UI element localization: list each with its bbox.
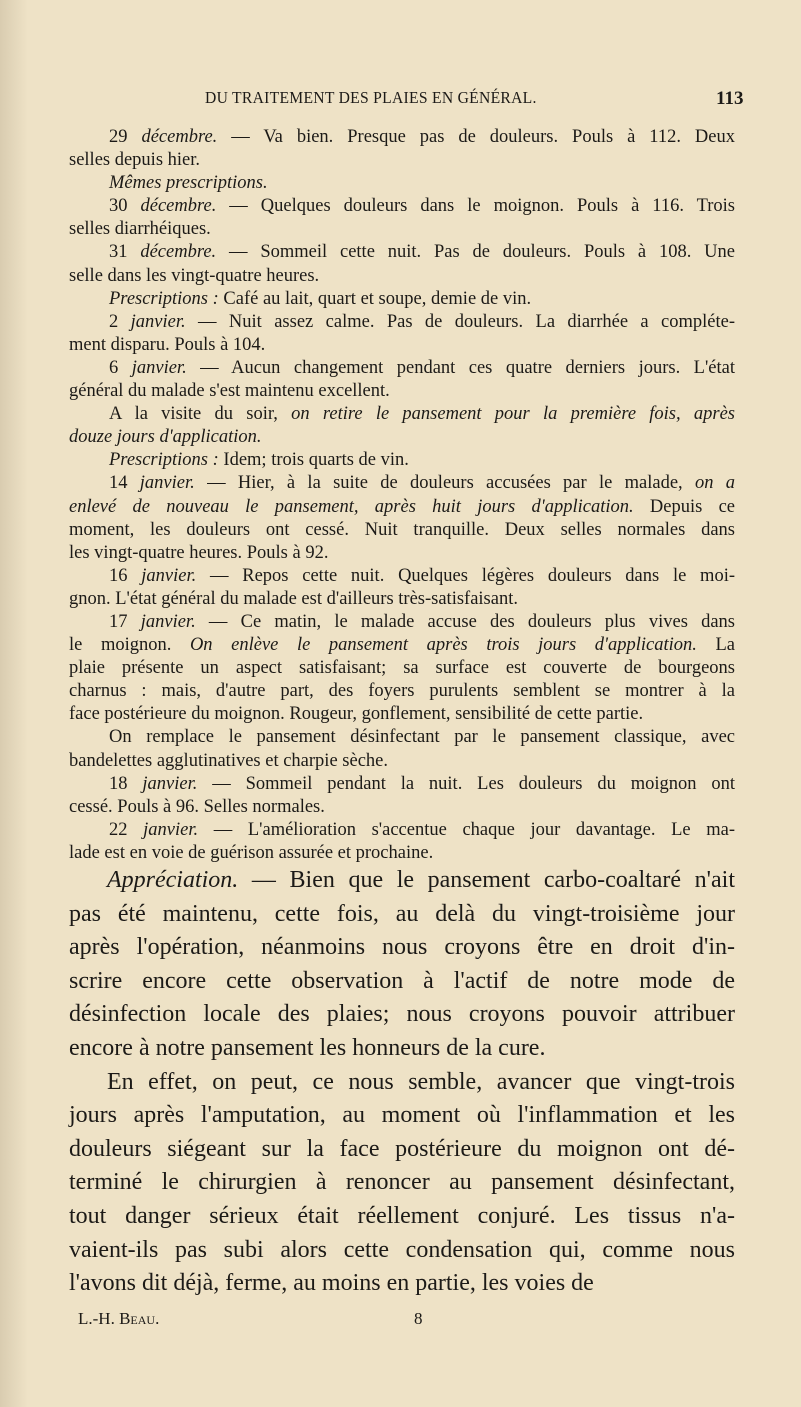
paragraph <box>69 357 735 403</box>
italic-text: Prescriptions : <box>109 288 219 309</box>
italic-text: décembre. <box>141 127 218 147</box>
italic-text: janvier. <box>139 473 195 494</box>
paragraph <box>69 565 735 611</box>
italic-text: janvier. <box>130 311 186 332</box>
text-line: 17 janvier. — Ce matin, le malade accuse des douleurs plus vives dans <box>109 611 736 632</box>
paragraph <box>69 773 735 819</box>
text-line: 29 décembre. — Va bien. Presque pas de douleurs. Pouls à 112. Deux <box>109 127 736 147</box>
italic-text: janvier. <box>140 611 196 632</box>
text-line <box>69 172 735 195</box>
paragraph <box>69 1066 735 1301</box>
text-line: enlevé de nouveau le pansement, après huit jours d'application. Depuis ce <box>69 496 735 517</box>
paragraph <box>69 864 735 1066</box>
running-head <box>0 88 801 112</box>
paragraph <box>69 449 735 472</box>
text-line: moment, les douleurs ont cessé. Nuit tranquille. Deux selles normales dans <box>69 519 735 540</box>
text-line: 2 janvier. — Nuit assez calme. Pas de douleurs. La diarrhée a compléte- <box>109 311 735 332</box>
text-line: En effet, on peut, ce nous semble, avancer que vingt-trois <box>107 1068 735 1095</box>
paragraph <box>69 611 735 726</box>
italic-text: enlevé de nouveau le pansement, après huit jours d'application. <box>69 496 634 517</box>
text-line: scrire encore cette observation à l'actif de notre mode de <box>69 967 735 994</box>
text-line: bandelettes agglutinatives et charpie sèche. <box>69 750 388 771</box>
text-line: jours après l'amputation, au moment où l'inflammation et les <box>69 1102 735 1129</box>
text-line: vaient-ils pas subi alors cette condensation qui, comme nous <box>69 1236 735 1263</box>
italic-text: on a <box>694 473 735 494</box>
paragraph <box>69 403 735 449</box>
text-line: 30 décembre. — Quelques douleurs dans le moignon. Pouls à 116. Trois <box>109 196 736 217</box>
text-line: l'avons dit déjà, ferme, au moins en partie, les voies de <box>69 1270 594 1297</box>
text-line: charnus : mais, d'autre part, des foyers purulents semblent se montrer à la <box>69 681 735 702</box>
appreciation-text <box>69 864 735 1301</box>
text-line: les vingt-quatre heures. Pouls à 92. <box>69 542 329 563</box>
italic-text: Mêmes prescriptions. <box>109 173 268 194</box>
paragraph <box>69 241 735 287</box>
text-line: général du malade s'est maintenu excellent. <box>69 381 390 402</box>
italic-text: Prescriptions : <box>109 450 219 471</box>
text-line: gnon. L'état général du malade est d'ailleurs très-satisfaisant. <box>69 588 518 609</box>
paragraph <box>69 288 735 311</box>
text-line: encore à notre pansement les honneurs de la cure. <box>69 1034 546 1061</box>
page-edge-shadow <box>0 0 28 1407</box>
case-notes <box>69 126 735 865</box>
text-line: le moignon. On enlève le pansement après trois jours d'application. La <box>69 635 735 656</box>
text-line: A la visite du soir, on retire le pansement pour la première fois, après <box>109 404 735 425</box>
italic-text: douze jours d'application. <box>69 427 262 448</box>
text-line: selles depuis hier. <box>69 150 201 171</box>
italic-text: on retire le pansement pour la première fois, après <box>291 404 735 425</box>
text-line: 6 janvier. — Aucun changement pendant ces quatre derniers jours. L'état <box>109 357 735 378</box>
text-line: On remplace le pansement désinfectant par le pansement classique, avec <box>109 727 735 748</box>
text-line: ment disparu. Pouls à 104. <box>69 334 266 355</box>
text-line: Prescriptions : Café au lait, quart et soupe, demie de vin. <box>109 288 532 309</box>
text-line: 16 janvier. — Repos cette nuit. Quelques légères douleurs dans le moi- <box>109 565 736 586</box>
footer-author: L.-H. Beau. <box>78 1309 160 1328</box>
italic-text: On enlève le pansement après trois jours d'application. <box>189 635 697 656</box>
paragraph <box>69 819 735 865</box>
text-line: tout danger sérieux était réellement conjuré. Les tissus n'a- <box>69 1202 735 1229</box>
text-line: Prescriptions : Idem; trois quarts de vin. <box>109 450 409 471</box>
text-line: face postérieure du moignon. Rougeur, gonflement, sensibilité de cette partie. <box>69 704 644 725</box>
text-line <box>69 426 735 449</box>
paragraph <box>69 726 735 772</box>
text-line: terminé le chirurgien à renoncer au pansement désinfectant, <box>69 1169 735 1196</box>
italic-text: janvier. <box>131 357 187 378</box>
text-line: cessé. Pouls à 96. Selles normales. <box>69 796 325 817</box>
page-number: 113 <box>716 88 744 109</box>
italic-text: Appréciation. <box>107 867 239 893</box>
text-line: 22 janvier. — L'amélioration s'accentue chaque jour davantage. Le ma- <box>109 819 735 840</box>
signature-mark: 8 <box>414 1309 423 1328</box>
text-line: lade est en voie de guérison assurée et prochaine. <box>69 842 434 863</box>
paragraph <box>69 472 735 564</box>
italic-text: décembre. <box>140 196 217 217</box>
text-line: pas été maintenu, cette fois, au delà du vingt-troisième jour <box>69 900 735 927</box>
text-line: douleurs siégeant sur la face postérieure du moignon ont dé- <box>69 1135 735 1162</box>
paragraph <box>69 126 735 172</box>
text-line: 18 janvier. — Sommeil pendant la nuit. Les douleurs du moignon ont <box>109 773 735 794</box>
paragraph <box>69 311 735 357</box>
text-line: selles diarrhéiques. <box>69 219 211 240</box>
text-line: plaie présente un aspect satisfaisant; sa surface est couverte de bourgeons <box>69 658 735 679</box>
text-line: selle dans les vingt-quatre heures. <box>69 265 320 286</box>
italic-text: décembre. <box>140 242 217 263</box>
text-line: après l'opération, néanmoins nous croyons être en droit d'in- <box>69 934 735 961</box>
italic-text: janvier. <box>143 819 199 840</box>
text-line: Appréciation. — Bien que le pansement carbo-coaltaré n'ait <box>107 867 735 893</box>
italic-text: janvier. <box>141 565 197 586</box>
text-line: 14 janvier. — Hier, à la suite de douleurs accusées par le malade, on a <box>109 473 735 494</box>
paragraph <box>69 195 735 241</box>
text-line: désinfection locale des plaies; nous croyons pouvoir attribuer <box>69 1001 735 1028</box>
paragraph <box>69 172 735 195</box>
italic-text: janvier. <box>142 773 198 794</box>
text-line: 31 décembre. — Sommeil cette nuit. Pas de douleurs. Pouls à 108. Une <box>109 242 735 263</box>
running-title: DU TRAITEMENT DES PLAIES EN GÉNÉRAL. <box>205 88 537 107</box>
